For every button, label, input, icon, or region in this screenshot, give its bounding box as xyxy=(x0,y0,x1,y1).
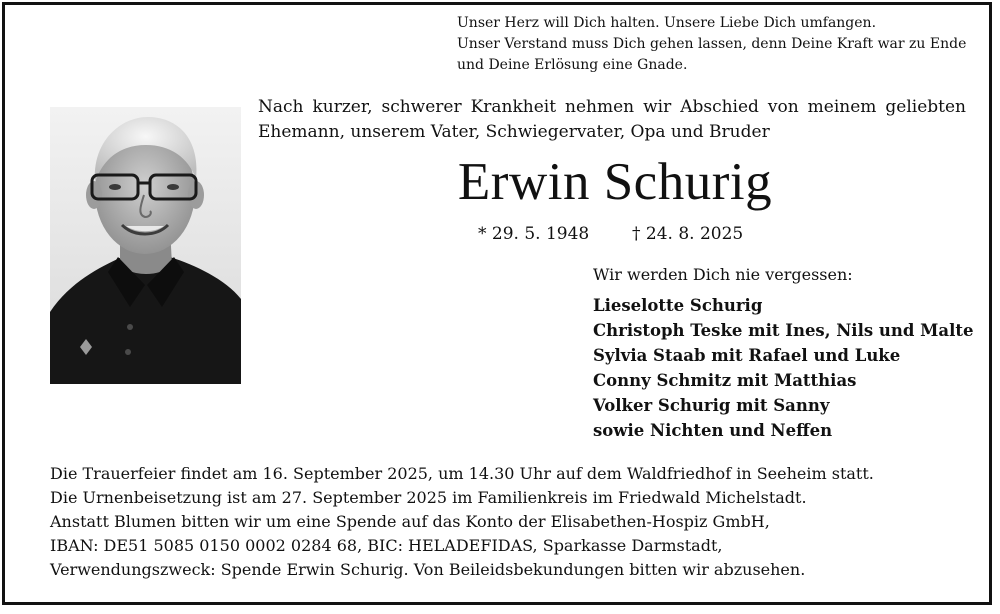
mourner-name: Volker Schurig mit Sanny xyxy=(593,396,830,415)
details-line: Die Trauerfeier findet am 16. September 2025, um 14.30 Uhr auf dem Waldfriedhof in Seeheim statt. xyxy=(50,464,874,483)
death-date: † 24. 8. 2025 xyxy=(632,224,744,244)
intro-text xyxy=(258,95,966,145)
deceased-name: Erwin Schurig xyxy=(457,153,773,211)
poem xyxy=(457,13,977,76)
details-line: Die Urnenbeisetzung ist am 27. September 2025 im Familienkreis im Friedwald Michelstadt. xyxy=(50,488,807,507)
mourner-name: Sylvia Staab mit Rafael und Luke xyxy=(593,346,901,365)
details-line: Anstatt Blumen bitten wir um eine Spende auf das Konto der Elisabethen-Hospiz GmbH, xyxy=(50,512,770,531)
intro-line: Ehemann, unserem Vater, Schwiegervater, Opa und Bruder xyxy=(258,122,770,142)
mourners-heading: Wir werden Dich nie vergessen: xyxy=(593,265,853,284)
poem-line: Unser Verstand muss Dich gehen lassen, denn Deine Kraft war zu Ende xyxy=(457,36,967,52)
mourner-name: Lieselotte Schurig xyxy=(593,296,763,315)
poem-line: und Deine Erlösung eine Gnade. xyxy=(457,57,688,73)
portrait-photo xyxy=(50,107,241,384)
details-line: IBAN: DE51 5085 0150 0002 0284 68, BIC: HELADEFIDAS, Sparkasse Darmstadt, xyxy=(50,536,723,555)
poem-line: Unser Herz will Dich halten. Unsere Liebe Dich umfangen. xyxy=(457,15,877,31)
mourner-list xyxy=(593,293,973,443)
mourners-block xyxy=(593,263,973,443)
mourner-name: sowie Nichten und Neffen xyxy=(593,421,833,440)
funeral-details xyxy=(50,462,980,582)
mourner-name: Christoph Teske mit Ines, Nils und Malte xyxy=(593,321,974,340)
mourner-name: Conny Schmitz mit Matthias xyxy=(593,371,857,390)
details-line: Verwendungszweck: Spende Erwin Schurig. Von Beileidsbekundungen bitten wir abzusehen. xyxy=(50,560,806,579)
intro-line: Nach kurzer, schwerer Krankheit nehmen wir Abschied von meinem geliebten xyxy=(258,97,966,117)
birth-date: * 29. 5. 1948 xyxy=(478,224,590,244)
